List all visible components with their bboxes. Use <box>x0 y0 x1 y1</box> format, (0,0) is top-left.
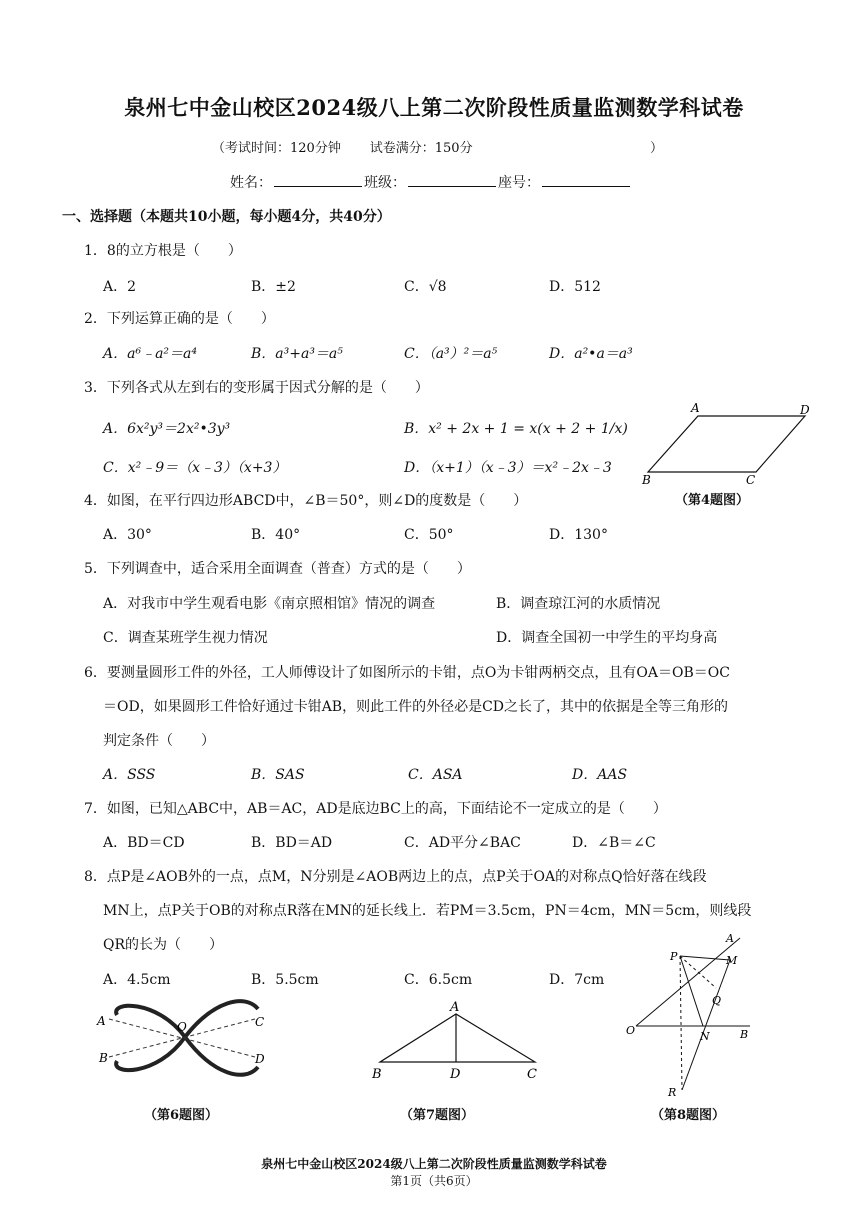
fig8-label-r: R <box>668 1086 677 1099</box>
fig4-label-c: C <box>746 473 756 487</box>
question-6-stem-line3: 判定条件（ ） <box>103 733 215 749</box>
q1-option-b: B．±2 <box>251 279 296 295</box>
exam-full-marks: 试卷满分：150分 <box>369 141 473 156</box>
q3-option-d: D．（x+1）（x﹣3）＝x²﹣2x﹣3 <box>404 460 612 476</box>
question-4-stem: 4．如图，在平行四边形ABCD中，∠B＝50°，则∠D的度数是（ ） <box>84 493 528 509</box>
footer-title: 泉州七中金山校区2024级八上第二次阶段性质量监测数学科试卷 <box>261 1157 607 1171</box>
figure-7-triangle <box>370 998 545 1083</box>
question-6-stem-line1: 6．要测量圆形工件的外径，工人师傅设计了如图所示的卡钳，点O为卡钳两柄交点，且有OA＝OB＝OC <box>84 665 730 681</box>
fig6-label-d: D <box>255 1052 265 1066</box>
segment-pr <box>680 956 682 1090</box>
segment-pm <box>680 956 730 960</box>
figure-4-parallelogram <box>640 400 815 485</box>
fig6-label-b: B <box>99 1051 108 1065</box>
q7-option-c: C．AD平分∠BAC <box>404 835 521 851</box>
fig8-label-o: O <box>626 1024 636 1037</box>
question-3-stem: 3．下列各式从左到右的变形属于因式分解的是（ ） <box>84 380 429 396</box>
student-info-row <box>230 172 632 192</box>
fig6-label-o: O <box>177 1020 187 1034</box>
ray-oa <box>636 938 740 1026</box>
page-title: 泉州七中金山校区2024级八上第二次阶段性质量监测数学科试卷 <box>124 95 744 120</box>
q8-option-b: B．5.5cm <box>251 972 319 988</box>
q6-option-b: B．SAS <box>251 767 305 783</box>
q2-option-a: A．a⁶﹣a²＝a⁴ <box>103 346 197 362</box>
triangle-abc <box>380 1014 535 1062</box>
fig4-label-d: D <box>800 403 810 417</box>
fig8-label-m: M <box>726 954 738 967</box>
figure-6-calipers <box>95 995 275 1090</box>
question-8-stem-line3: QR的长为（ ） <box>103 937 224 953</box>
q4-option-d: D．130° <box>549 527 608 543</box>
q1-option-c: C．√8 <box>404 279 447 295</box>
q2-option-b: B．a³+a³＝a⁵ <box>251 346 343 362</box>
caliper-arm-2 <box>116 1001 258 1070</box>
fig8-label-n: N <box>700 1030 710 1043</box>
q7-option-b: B．BD＝AD <box>251 835 333 851</box>
exam-time: （考试时间：120分钟 <box>212 141 341 156</box>
parallelogram-shape <box>648 416 805 472</box>
fig4-label-a: A <box>691 401 700 415</box>
page-number: 第1页（共6页） <box>390 1174 478 1188</box>
q4-option-a: A．30° <box>103 527 152 543</box>
class-label: 班级： <box>364 175 406 191</box>
exam-info-close: ） <box>650 141 664 156</box>
q5-option-d: D．调查全国初一中学生的平均身高 <box>496 630 718 646</box>
q2-option-d: D．a²•a＝a³ <box>549 346 633 362</box>
seat-label: 座号： <box>498 175 540 191</box>
seat-blank <box>542 172 630 187</box>
fig7-label-d: D <box>450 1067 461 1082</box>
question-8-stem-line1: 8．点P是∠AOB外的一点，点M，N分别是∠AOB两边上的点，点P关于OA的对称点Q恰好落在线段 <box>84 869 707 885</box>
section-heading: 一、选择题（本题共10小题，每小题4分，共40分） <box>62 209 391 225</box>
q4-option-b: B．40° <box>251 527 301 543</box>
question-7-stem: 7．如图，已知△ABC中，AB＝AC，AD是底边BC上的高，下面结论不一定成立的是（ ） <box>84 801 667 817</box>
q6-option-d: D．AAS <box>572 767 628 783</box>
q6-option-c: C．ASA <box>408 767 463 783</box>
q4-option-c: C．50° <box>404 527 454 543</box>
figure-8-diagram <box>622 930 757 1100</box>
q3-option-c: C．x²﹣9＝（x﹣3）（x+3） <box>103 460 287 476</box>
q1-option-d: D．512 <box>549 279 601 295</box>
figure-4-caption: （第4题图） <box>675 493 750 508</box>
q8-option-a: A．4.5cm <box>103 972 171 988</box>
question-1-stem: 1．8的立方根是（ ） <box>84 243 242 259</box>
fig8-label-a: A <box>726 932 734 945</box>
fig8-label-b: B <box>740 1028 749 1041</box>
fig6-label-a: A <box>97 1014 106 1028</box>
figure-7-caption: （第7题图） <box>400 1108 475 1123</box>
fig8-label-p: P <box>670 950 678 963</box>
exam-info <box>212 137 664 156</box>
q2-option-c: C．（a³）²＝a⁵ <box>404 346 498 362</box>
segment-mr <box>682 960 730 1090</box>
fig7-label-a: A <box>450 1000 460 1015</box>
q3-option-a: A．6x²y³＝2x²•3y³ <box>103 421 231 437</box>
class-blank <box>408 172 496 187</box>
q3-option-b: B．x² + 2x + 1 = x(x + 2 + 1/x) <box>404 421 628 437</box>
figure-8-caption: （第8题图） <box>651 1108 726 1123</box>
question-8-stem-line2: MN上，点P关于OB的对称点R落在MN的延长线上．若PM＝3.5cm，PN＝4cm，MN＝5cm，则线段 <box>103 903 752 919</box>
segment-pn <box>680 956 703 1026</box>
q1-option-a: A．2 <box>103 279 137 295</box>
figure-6-caption: （第6题图） <box>144 1108 219 1123</box>
q8-option-c: C．6.5cm <box>404 972 473 988</box>
fig8-label-q: Q <box>712 994 722 1007</box>
fig7-label-c: C <box>527 1067 537 1082</box>
q7-option-d: D．∠B＝∠C <box>572 835 656 851</box>
q8-option-d: D．7cm <box>549 972 605 988</box>
caliper-arm-1 <box>116 1006 258 1075</box>
question-2-stem: 2．下列运算正确的是（ ） <box>84 311 275 327</box>
q6-option-a: A．SSS <box>103 767 156 783</box>
fig6-label-c: C <box>255 1015 265 1029</box>
q7-option-a: A．BD＝CD <box>103 835 185 851</box>
fig7-label-b: B <box>372 1067 382 1082</box>
q5-option-c: C．调查某班学生视力情况 <box>103 630 268 646</box>
name-label: 姓名： <box>230 175 272 191</box>
q5-option-a: A．对我市中学生观看电影《南京照相馆》情况的调查 <box>103 596 436 612</box>
q5-option-b: B．调查琼江河的水质情况 <box>496 596 661 612</box>
fig4-label-b: B <box>642 473 651 487</box>
name-blank <box>274 172 362 187</box>
question-5-stem: 5．下列调查中，适合采用全面调查（普查）方式的是（ ） <box>84 561 471 577</box>
question-6-stem-line2: ＝OD，如果圆形工件恰好通过卡钳AB，则此工件的外径必是CD之长了，其中的依据是全等三角形的 <box>103 699 729 715</box>
